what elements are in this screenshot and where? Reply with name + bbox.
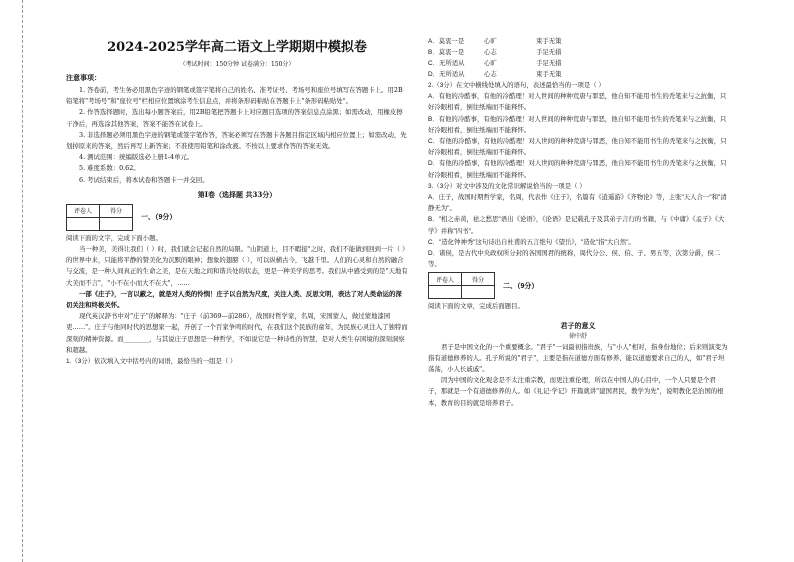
notice-item: 1. 答卷前，考生务必用黑色字迹的钢笔或签字笔将自己的姓名、准考证号、考场号和座位号填写在答题卡上。用2B铅笔将"考场号"和"座位号"栏相应位置填涂考生信息点，并将条形码粘贴在答题卡上"条形码粘贴处"。 <box>66 86 403 106</box>
score-label: 得分 <box>100 204 133 217</box>
reading-intro: 阅读下面的文章，完成后面题目。 <box>428 302 524 311</box>
essay-title: 君子的意义 <box>560 320 596 330</box>
question-1: 1.（3分）依次填入文中括号内的词语，最恰当的一组是（ ） <box>66 358 237 366</box>
score-label: 得分 <box>462 273 495 286</box>
q2-option: B．有他的冷酷事，有他的冷酷理！对人世间的种种荒唐与罪恶，他自知不能用书生的秃笔来与之抗衡，只好冷眼相看，倒往纸端而不能释怀。 <box>428 115 727 134</box>
q1-option: B．莫衷一是 心志 手足无措 <box>428 49 562 56</box>
score-box <box>66 204 133 231</box>
q3-option: A．庄子，战国时期哲学家，名周，代表作《庄子》，名篇有《逍遥游》《齐物论》等，主张"天人合一"和"清静无为"。 <box>428 194 727 213</box>
section-label: 二、（9分） <box>503 282 539 290</box>
question-2: 2.（3分）在文中横线处填入的语句，表述最恰当的一项是（ ） <box>428 82 605 89</box>
notice-item: 3. 非选择题必须用黑色字迹的钢笔或签字笔作答，答案必须写在答题卡各题目指定区域内相应位置上；如需改动，先划掉原来的答案，然后再写上新答案；不准使用铅笔和涂改液。不按以上要求作答的答案无效。 <box>66 130 407 151</box>
score-row <box>428 272 728 299</box>
essay-paragraph: 因为中国的文化观念是不太注重宗教，而更注重伦理，所以在中国人的心目中，一个人只要是个君子，那就是一个有道德修养的人。如《礼记·学记》开篇就讲"建国君民，教学为先"，说明教化是治国的根本，教育的目的就是培养君子。 <box>428 376 724 407</box>
score-box <box>428 272 495 299</box>
notice-item: 4. 测试范围：统编版选必上册1-4单元。 <box>79 153 194 162</box>
exam-info: （考试时间：150分钟 试卷满分：150分） <box>179 61 295 68</box>
q2-option: A．有他的冷酷事，有他的冷酷理！对人世间的种种荒唐与罪恶，他自知不能用书生的秃笔来与之抗衡，只好冷眼相看，倒往纸端而不能释怀。 <box>428 93 727 112</box>
grader-cell[interactable] <box>429 286 462 299</box>
passage-paragraph: 当一种美，美得让我们（ ）时，我们就会记起自然的局限。"山阴道上，目不暇接"之时，我们不能做到回到一片（ ）的世界中来，只能将平静的赞美化为沉默的眼神；想象的翅膀（ ），可以纵横古今，飞越千里。人们的心灵和自然的融合与交流，是一种人间真正的生命之美，是在天地之间和谐共处的状态，更是一种美学的思考。我们从中感受到的是"天地有大美而不言"，"小不在小而大不在大"，…… <box>66 245 408 287</box>
q3-option: D．诸侯，是古代中央政权所分封的各国国君的统称，周代分公、侯、伯、子、男五等，次第分爵，侯二等。 <box>428 250 721 269</box>
binding-margin <box>0 0 23 562</box>
question-3: 3.（3分）对文中涉及的文化常识解说恰当的一项是（ ） <box>428 182 586 190</box>
notice-item: 6. 考试结束后，将本试卷和答题卡一并交回。 <box>79 175 209 184</box>
notice-heading: 注意事项： <box>66 75 101 82</box>
score-cell[interactable] <box>100 217 133 230</box>
essay-author: 徐中舒 <box>568 332 587 340</box>
essay-paragraph: 君子是中国文化的一个重要概念。"君子"一词最初指贵族，与"小人"相对，指身份地位；后来则演变为指有道德修养的人。孔子所说的"君子"，主要是指在道德方面有修养、能以道德要求自己的人，如"君子坦荡荡，小人长戚戚"。 <box>428 342 728 374</box>
grader-label: 评卷人 <box>67 204 100 217</box>
notice-item: 5. 难度系数：0.62。 <box>79 164 140 173</box>
q1-option: A．莫衷一是 心旷 束手无策 <box>428 38 562 45</box>
score-row <box>66 204 408 231</box>
reading-intro: 阅读下面的文字，完成下面小题。 <box>66 233 162 242</box>
passage-paragraph: 一部《庄子》，一言以蔽之，就是对人类的怜悯！庄子以自然为尺度，关注人类、反思文明，表达了对人类命运的深切关注和终极关怀。 <box>66 289 402 310</box>
q1-option: D．无所适从 心志 束手无策 <box>428 71 562 78</box>
q2-option: D．有他的冷酷事，有他的冷酷理！对人世间的种种荒唐与罪恶，他自知不能用书生的秃笔来与之抗衡，只好冷眼相看，倒往纸端而不能释怀。 <box>428 160 727 179</box>
score-cell[interactable] <box>462 286 495 299</box>
section-title: 第Ⅰ卷（选择题 共33分） <box>197 189 277 199</box>
notice-item: 2. 作答选择题时，选出每小题答案后，用2B铅笔把答题卡上对应题目选项的答案信息点涂黑；如需改动，用橡皮擦干净后，再选涂其他答案，答案不能答在试卷上。 <box>66 108 403 128</box>
left-column <box>66 36 408 367</box>
section-label: 一、（9分） <box>141 214 177 222</box>
q3-option: C．"造化钟神秀"这句诗出自杜甫的五言绝句《望岳》，"造化"指"大自然"。 <box>428 238 635 246</box>
grader-label: 评卷人 <box>429 273 462 286</box>
q1-option: C．无所适从 心旷 手足无措 <box>428 60 562 67</box>
q3-option: B．"相之赤黄，祛之愁思"语出《论语》，《论语》是记载孔子及其弟子言行的书籍，与《中庸》《孟子》《大学》并称"四书"。 <box>428 216 725 235</box>
q2-option: C．有他的冷酷事，有他的冷酷理！对人世间的种种荒唐与罪恶，他自知不能用书生的秃笔来与之抗衡，只好冷眼相看，倒往纸端而不能释怀。 <box>428 138 727 157</box>
passage-paragraph: 现代英汉辞书中对"庄子"的解释为："庄子（前369—前286），战国时哲学家，名周，宋国蒙人，做过蒙地漆园吏……"。庄子与他同时代的思想家一起，开创了一个百家争鸣的时代，在我们这个民族的童年，为民族心灵注入了独特而深刻的精神资源。而________，与其说庄子思想是一种哲学，不如说它是一种诗性的智慧，是对人类生存困境的深刻洞察和超越。 <box>66 312 408 354</box>
page-title: 2024-2025学年高二语文上学期期中模拟卷 <box>107 40 367 55</box>
grader-cell[interactable] <box>67 217 100 230</box>
right-column <box>428 36 728 409</box>
